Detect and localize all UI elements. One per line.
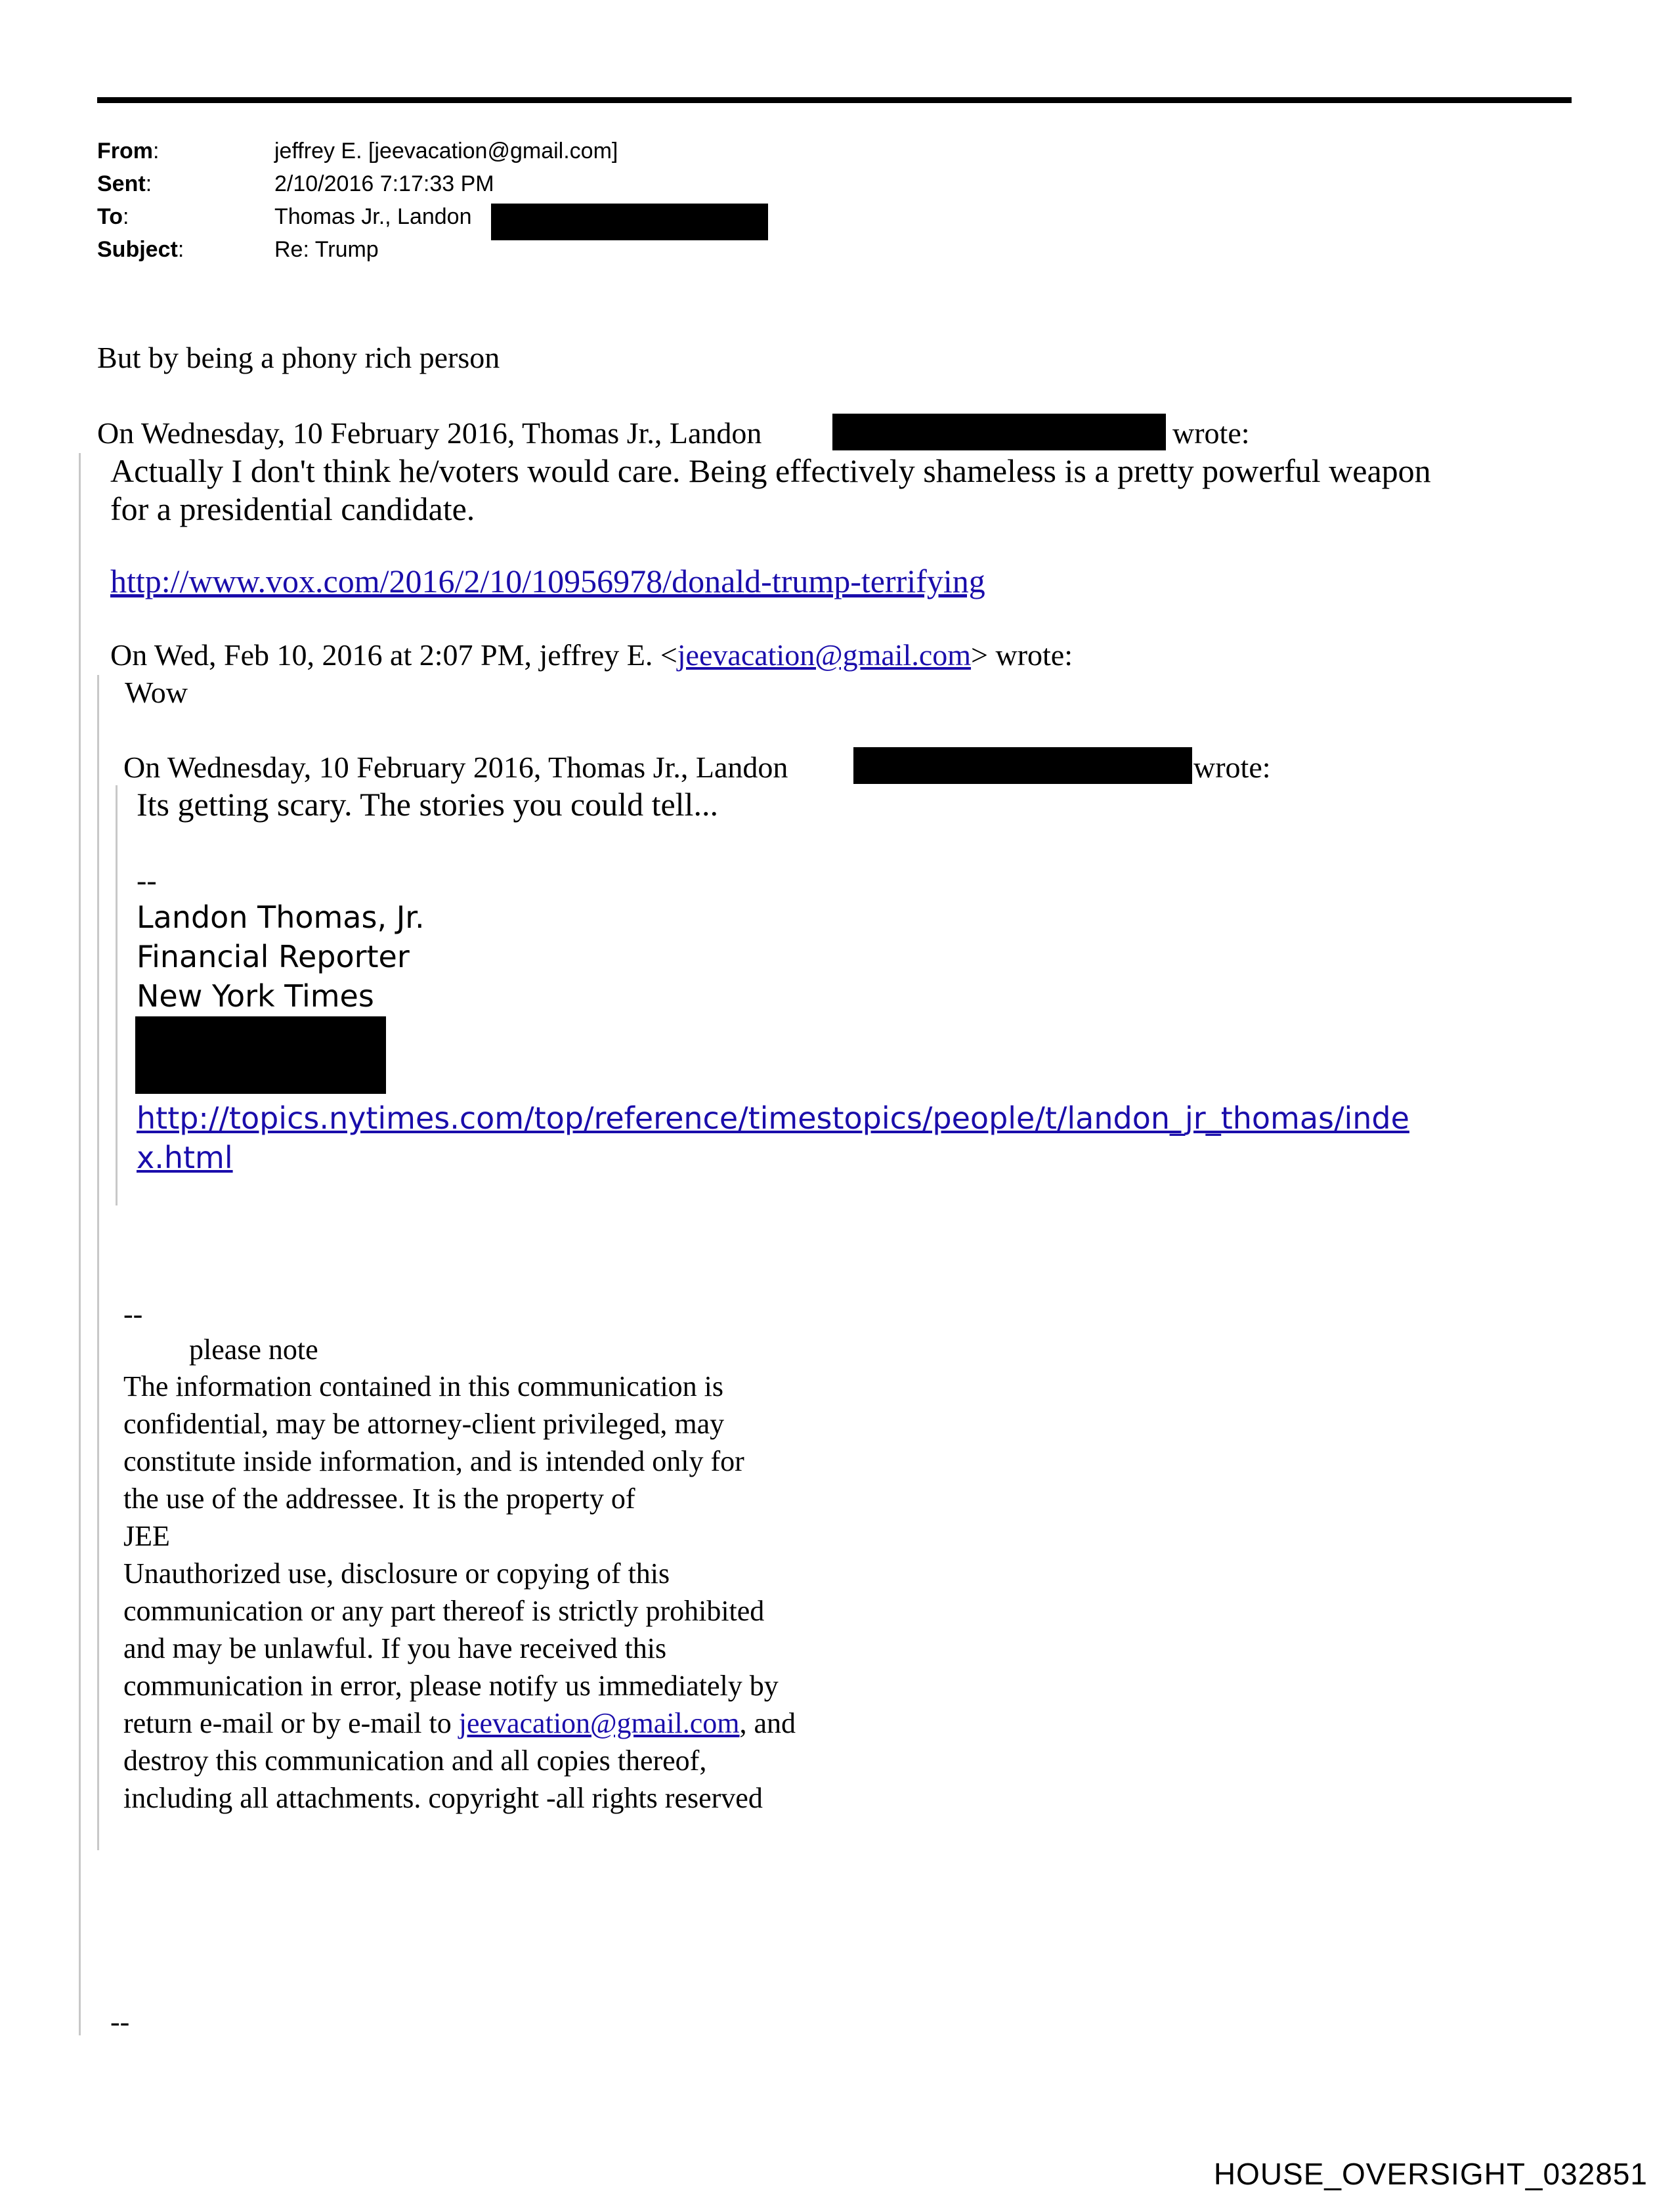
nytimes-profile-link-line1[interactable]: http://topics.nytimes.com/top/reference/timestopics/people/t/landon_jr_thomas/inde [137,1100,1409,1136]
signature-dashes: -- [137,863,157,897]
disclaimer-note: please note [189,1334,318,1366]
disclaimer-line: The information contained in this communication is [123,1370,724,1402]
disclaimer-line: confidential, may be attorney-client privileged, may [123,1408,725,1440]
quote3-bar [116,785,118,1205]
quote2-text: Wow [125,676,188,709]
disclaimer-line: Unauthorized use, disclosure or copying of this [123,1557,670,1590]
redaction-quote1-email [832,414,1166,450]
sent-value: 2/10/2016 7:17:33 PM [274,171,494,196]
disclaimer-line: communication or any part thereof is strictly prohibited [123,1595,765,1627]
disclaimer-email-link[interactable]: jeevacation@gmail.com [458,1707,740,1739]
redaction-signature-phone [135,1016,386,1094]
disclaimer-line: destroy this communication and all copies thereof, [123,1745,707,1777]
to-value: Thomas Jr., Landon [274,204,472,229]
signature-name: Landon Thomas, Jr. [137,900,425,935]
disclaimer-line: JEE [123,1520,170,1552]
from-value: jeffrey E. [jeevacation@gmail.com] [274,139,618,163]
subject-label: Subject: [97,237,184,262]
signature-title: Financial Reporter [137,939,410,974]
redaction-to-email [491,204,768,240]
disclaimer-line: constitute inside information, and is intended only for [123,1445,744,1477]
vox-article-link[interactable]: http://www.vox.com/2016/2/10/10956978/donald-trump-terrifying [110,563,985,599]
quote1-attribution-suffix: wrote: [1172,416,1250,450]
quote3-text: Its getting scary. The stories you could tell... [137,786,718,823]
to-label: To: [97,204,129,229]
disclaimer-line: communication in error, please notify us immediately by [123,1670,779,1702]
quote2-email-link[interactable]: jeevacation@gmail.com [677,638,972,672]
quote1-line2: for a presidential candidate. [110,490,475,527]
trailing-dashes: -- [110,2006,130,2038]
quote2-bar [97,675,99,1850]
disclaimer-line: and may be unlawful. If you have received this [123,1632,667,1664]
disclaimer-dashes: -- [123,1298,143,1330]
quote1-line1: Actually I don't think he/voters would care. Being effectively shameless is a pretty powerful weapon [110,452,1431,489]
bates-number: HOUSE_OVERSIGHT_032851 [1213,2157,1648,2191]
header-rule [97,97,1572,103]
quote2-attribution: On Wed, Feb 10, 2016 at 2:07 PM, jeffrey E. <jeevacation@gmail.com> wrote: [110,638,1073,672]
from-label: From: [97,139,160,163]
sent-label: Sent: [97,171,152,196]
quote1-attribution-prefix: On Wednesday, 10 February 2016, Thomas Jr., Landon [97,416,762,450]
subject-value: Re: Trump [274,237,379,262]
disclaimer-line: the use of the addressee. It is the property of [123,1483,635,1515]
disclaimer-line-email: return e-mail or by e-mail to jeevacation@gmail.com, and [123,1707,796,1739]
reply-text: But by being a phony rich person [97,341,500,374]
redaction-quote3-email [853,747,1192,784]
quote1-bar [79,453,81,2035]
nytimes-profile-link-line2[interactable]: x.html [137,1140,233,1175]
quote3-attribution-prefix: On Wednesday, 10 February 2016, Thomas Jr., Landon [123,750,788,784]
disclaimer-line: including all attachments. copyright -all rights reserved [123,1782,763,1814]
signature-organization: New York Times [137,978,374,1014]
quote3-attribution-suffix: wrote: [1193,750,1271,784]
